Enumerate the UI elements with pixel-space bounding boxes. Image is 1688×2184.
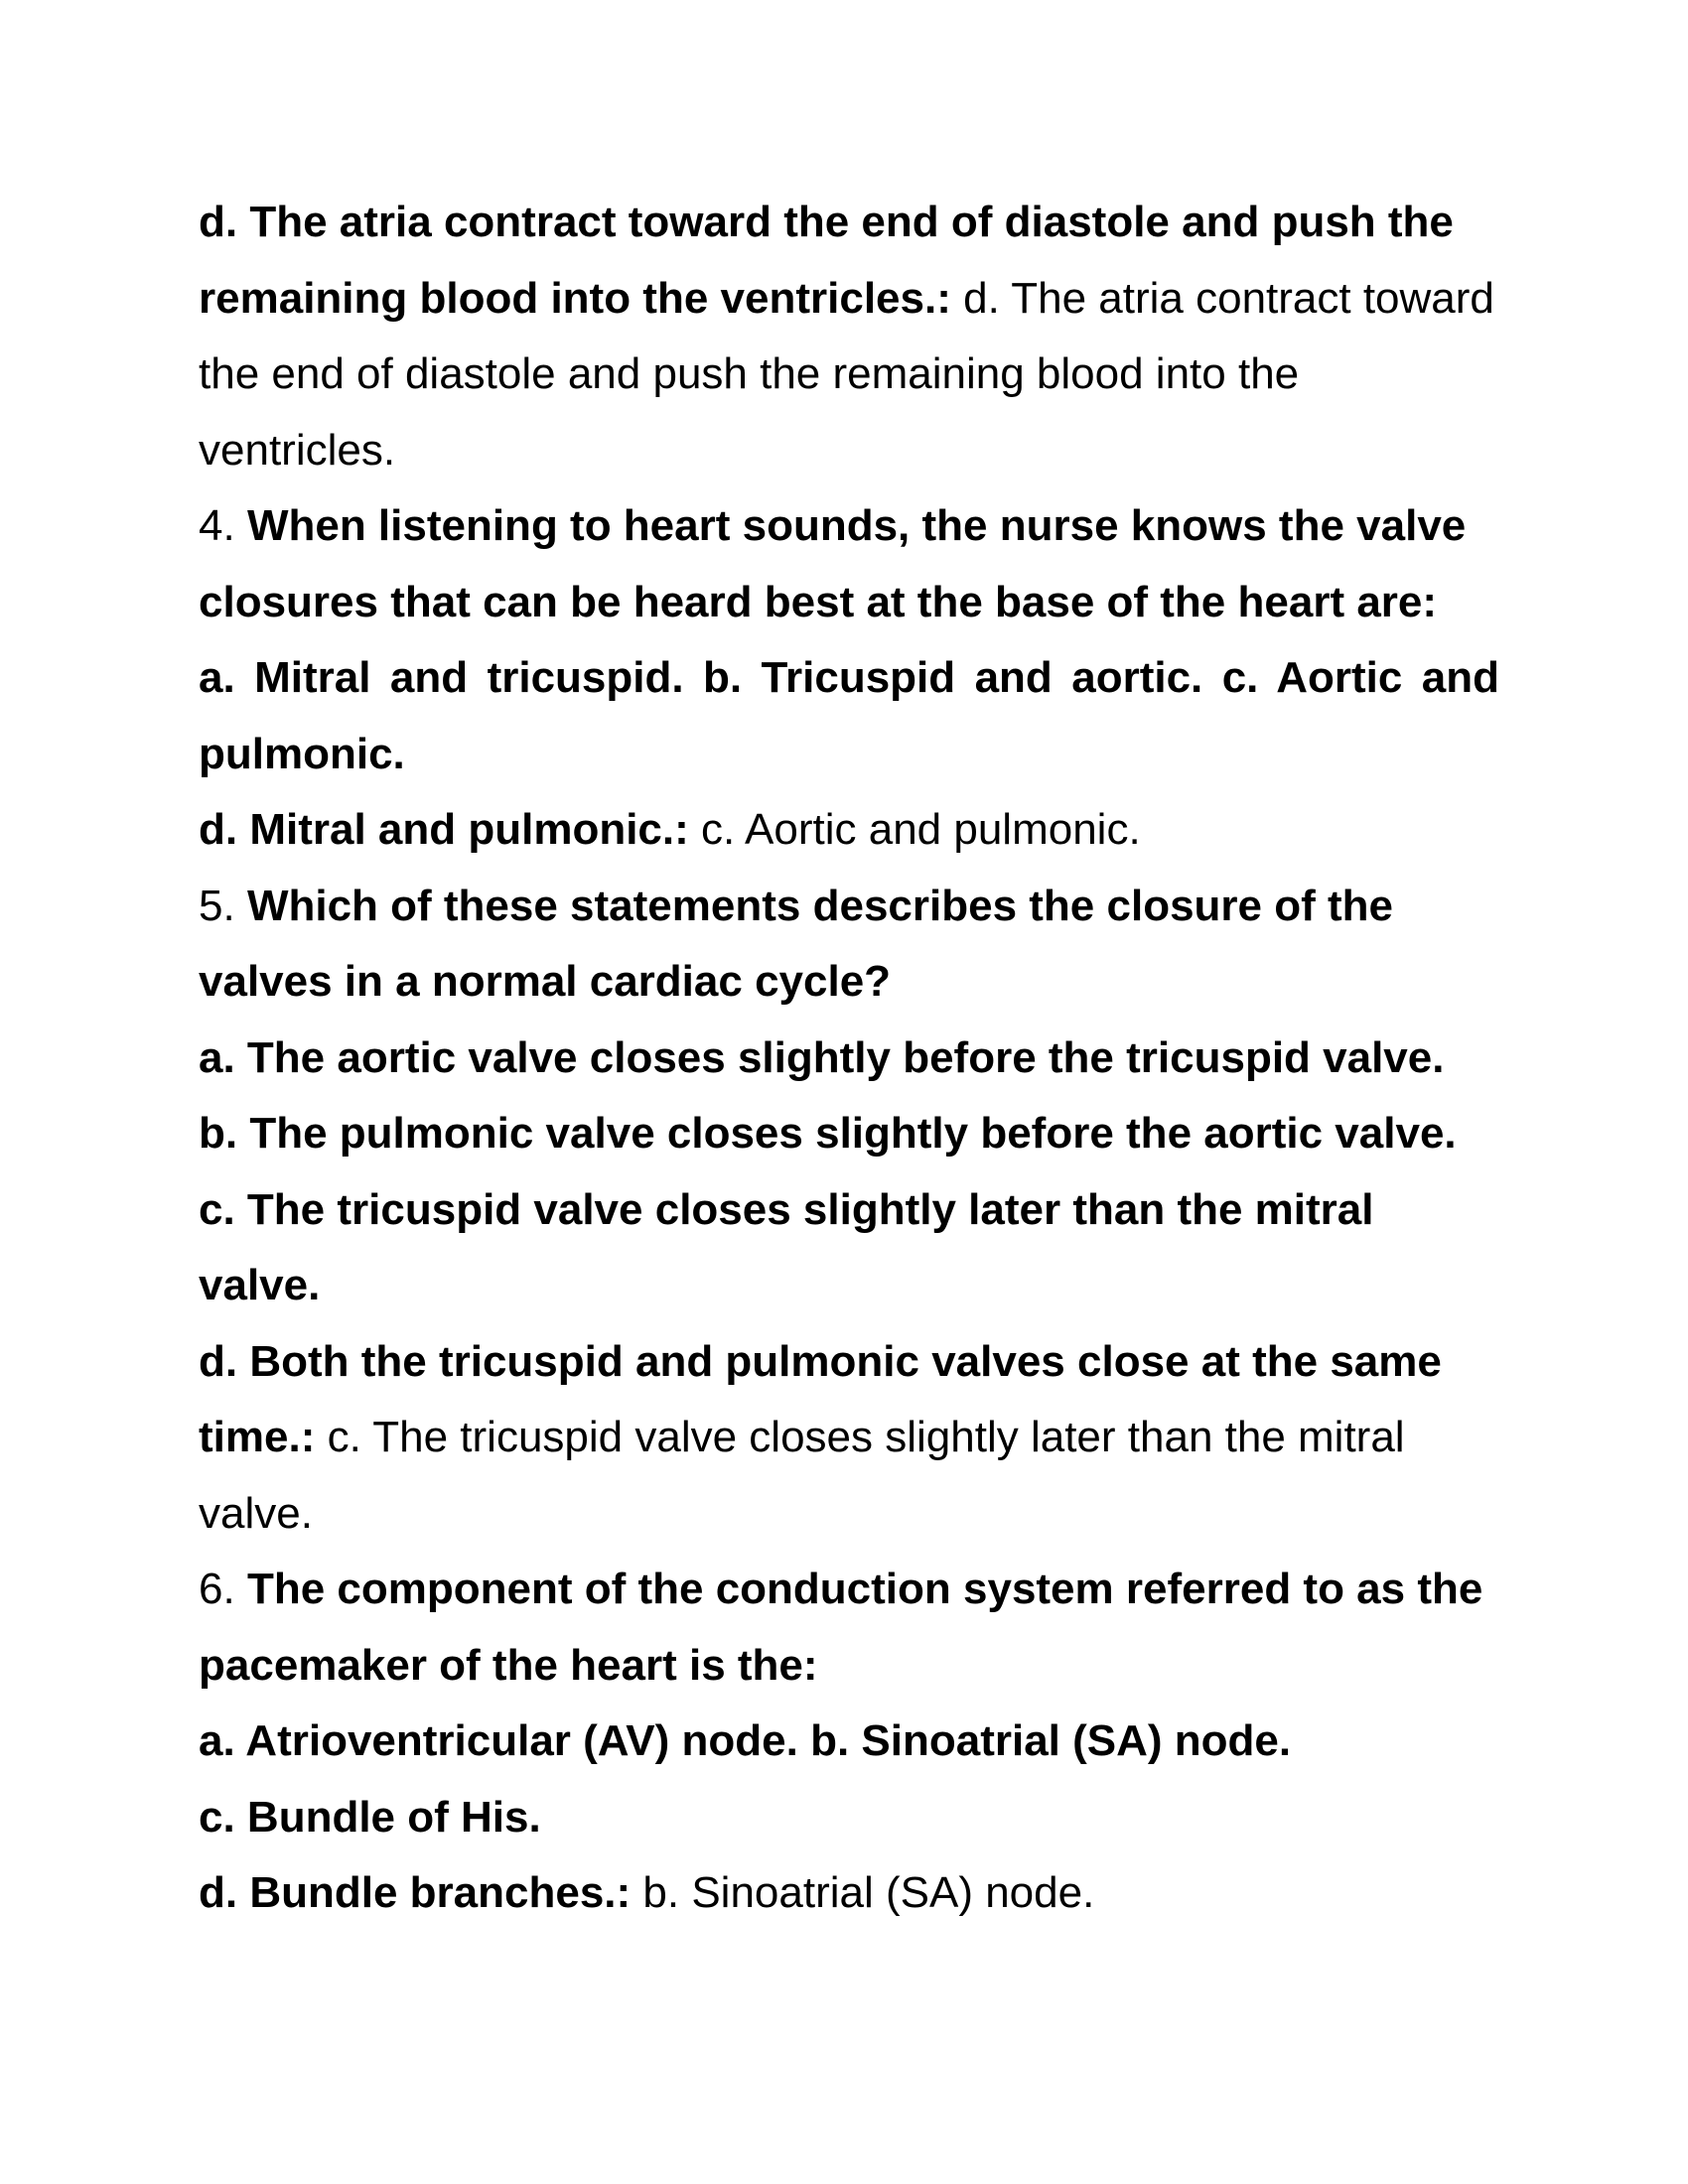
question-6-last-option xyxy=(199,1855,1499,1932)
question-5-prompt xyxy=(199,869,1499,1021)
question-5-answer: c. The tricuspid valve closes slightly later than the mitral valve. xyxy=(199,1413,1405,1538)
question-4-options: a. Mitral and tricuspid. b. Tricuspid and aortic. c. Aortic and pulmonic. xyxy=(199,653,1499,778)
question-5-last-option xyxy=(199,1324,1499,1553)
question-3-answer: d. The atria contract toward the end of diastole and push the remaining blood into the ventricles. xyxy=(199,273,1494,475)
question-5-option-c: c. The tricuspid valve closes slightly later than the mitral valve. xyxy=(199,1184,1374,1309)
question-4-text: When listening to heart sounds, the nurse knows the valve closures that can be heard best at the base of the heart are: xyxy=(199,501,1467,626)
question-6-text: The component of the conduction system referred to as the pacemaker of the heart is the: xyxy=(199,1565,1483,1690)
question-6-option-c: c. Bundle of His. xyxy=(199,1792,541,1842)
document-page xyxy=(199,185,1499,1932)
question-5-option-b: b. The pulmonic valve closes slightly before the aortic valve. xyxy=(199,1109,1457,1158)
question-5-number: 5. xyxy=(199,881,235,930)
question-3-continuation xyxy=(199,185,1499,488)
question-4-prompt xyxy=(199,488,1499,640)
question-4-option-d: d. Mitral and pulmonic.: xyxy=(199,805,689,854)
question-4-last-option xyxy=(199,792,1499,869)
question-6-option-d: d. Bundle branches.: xyxy=(199,1868,632,1917)
question-6-options: a. Atrioventricular (AV) node. b. Sinoatrial (SA) node. xyxy=(199,1716,1292,1765)
question-6-number: 6. xyxy=(199,1565,235,1613)
question-5-text: Which of these statements describes the closure of the valves in a normal cardiac cycle? xyxy=(199,881,1393,1006)
question-6-answer: b. Sinoatrial (SA) node. xyxy=(642,1868,1095,1917)
question-3-option-d: d. The atria contract toward the end of diastole and push the remaining blood into the ventricles.: xyxy=(199,198,1454,323)
question-5-option-a: a. The aortic valve closes slightly before the tricuspid valve. xyxy=(199,1032,1445,1082)
question-5-option-d: d. Both the tricuspid and pulmonic valves close at the same time.: xyxy=(199,1336,1442,1461)
question-6-prompt xyxy=(199,1552,1499,1704)
question-4-answer: c. Aortic and pulmonic. xyxy=(701,805,1141,854)
question-4-number: 4. xyxy=(199,501,235,550)
